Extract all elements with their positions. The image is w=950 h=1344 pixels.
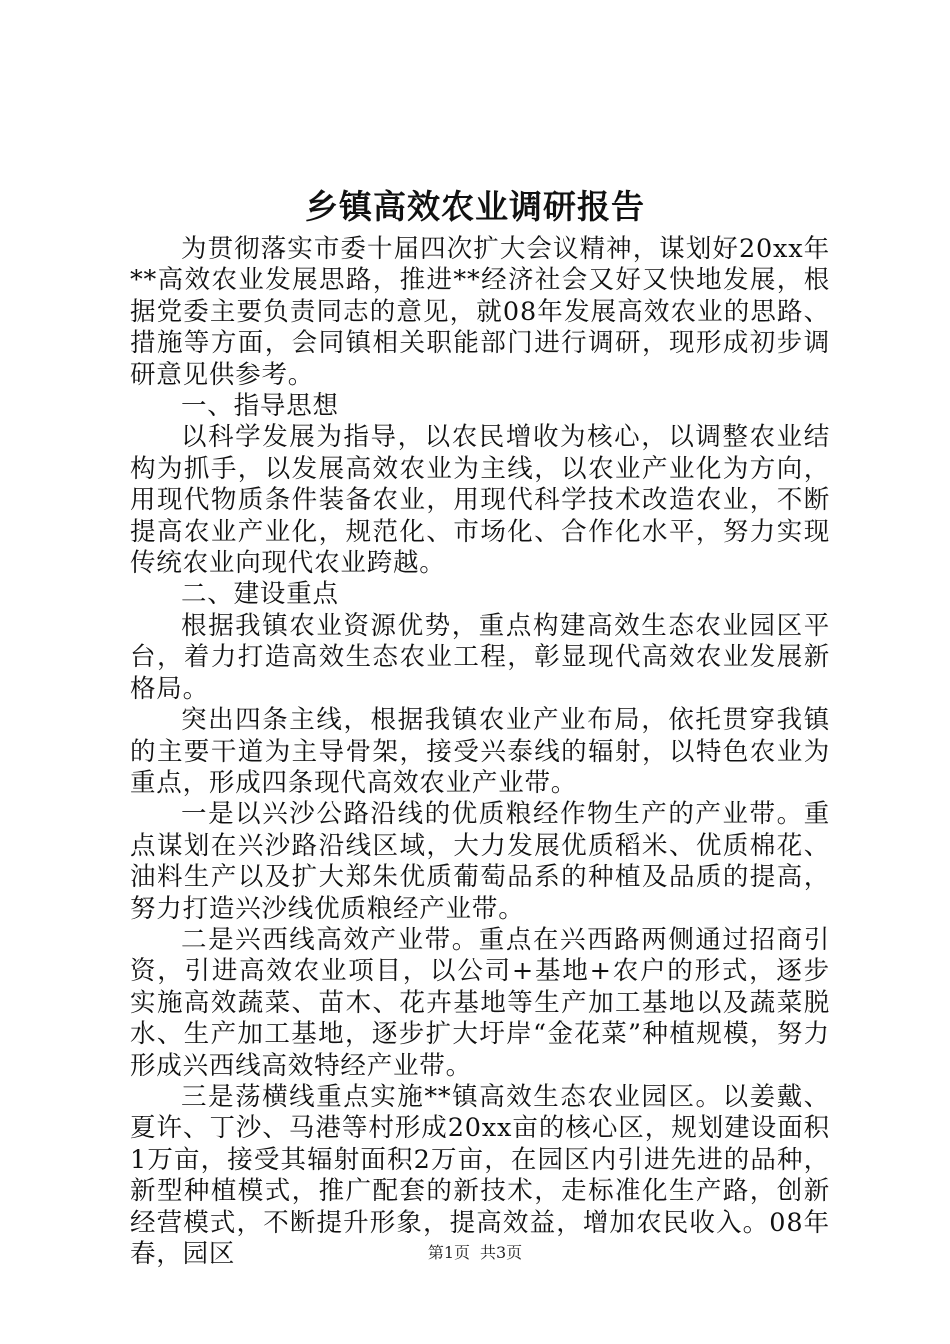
document-body [130,234,830,1270]
page-number: 第1页 [427,1243,470,1262]
page-footer [0,1243,950,1263]
section-heading-construction-focus: 二、建设重点 [181,579,339,610]
paragraph-intro: 为贯彻落实市委十届四次扩大会议精神，谋划好20xx年**高效农业发展思路，推进**经济社会又好又快地发展，根据党委主要负责同志的意见，就08年发展高效农业的思路、措施等方面，会同镇相关职能部门进行调研，现形成初步调研意见供参考。 [130,234,830,390]
paragraph-line-one: 一是以兴沙公路沿线的优质粮经作物生产的产业带。重点谋划在兴沙路沿线区域，大力发展优质稻米、优质棉花、油料生产以及扩大郑朱优质葡萄品系的种植及品质的提高，努力打造兴沙线优质粮经产业带。 [130,799,830,924]
paragraph-resource-advantage: 根据我镇农业资源优势，重点构建高效生态农业园区平台，着力打造高效生态农业工程，彰显现代高效农业发展新格局。 [130,610,830,704]
document-title: 乡镇高效农业调研报告 [305,187,645,226]
paragraph-guiding-ideology: 以科学发展为指导，以农民增收为核心，以调整农业结构为抓手，以发展高效农业为主线，以农业产业化为方向，用现代物质条件装备农业，用现代科学技术改造农业，不断提高农业产业化，规范化、市场化、合作化水平，努力实现传统农业向现代农业跨越。 [130,422,830,579]
page-total: 共3页 [480,1243,523,1262]
paragraph-line-three: 三是荡横线重点实施**镇高效生态农业园区。以姜戴、夏许、丁沙、马港等村形成20xx亩的核心区，规划建设面积1万亩，接受其辐射面积2万亩，在园区内引进先进的品种，新型种植模式，推广配套的新技术，走标准化生产路，创新经营模式，不断提升形象，提高效益，增加农民收入。08年春，园区 [130,1081,830,1269]
paragraph-line-two: 二是兴西线高效产业带。重点在兴西路两侧通过招商引资，引进高效农业项目，以公司+基地+农户的形式，逐步实施高效蔬菜、苗木、花卉基地等生产加工基地以及蔬菜脱水、生产加工基地，逐步扩大圩岸“金花菜”种植规模，努力形成兴西线高效特经产业带。 [130,924,830,1081]
paragraph-four-main-lines: 突出四条主线，根据我镇农业产业布局，依托贯穿我镇的主要干道为主导骨架，接受兴泰线的辐射，以特色农业为重点，形成四条现代高效农业产业带。 [130,705,830,798]
section-heading-guiding-ideology: 一、指导思想 [181,391,339,422]
